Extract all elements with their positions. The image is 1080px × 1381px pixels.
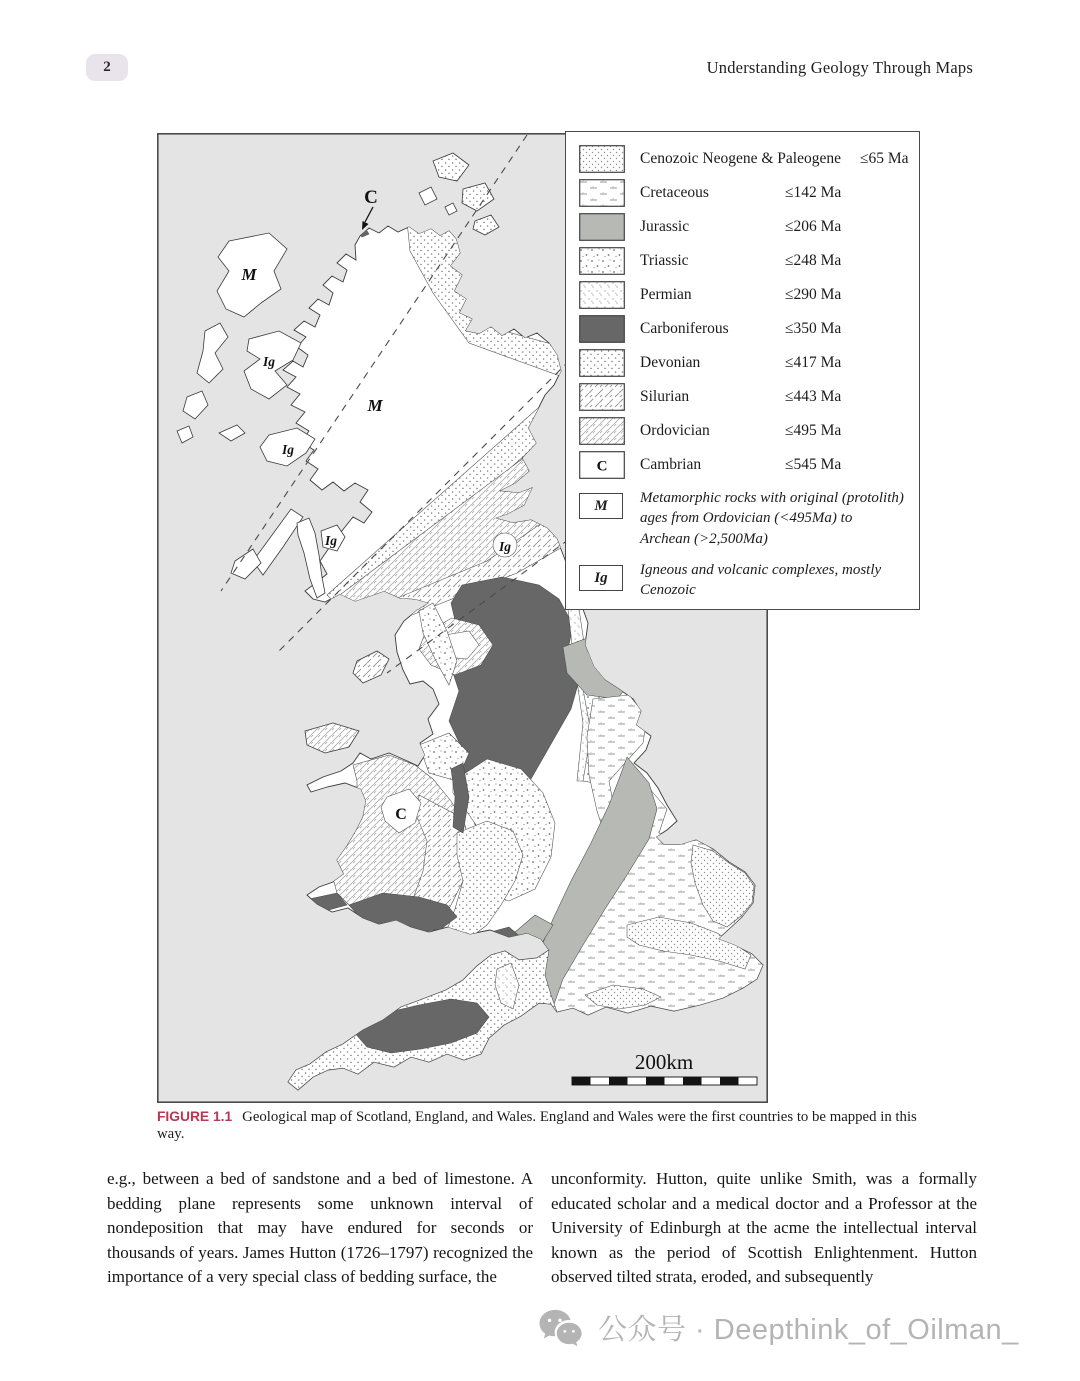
- legend-age: ≤443 Ma: [785, 388, 842, 405]
- watermark-text: 公众号 · Deepthink_of_Oilman_: [598, 1313, 1019, 1346]
- igneous-label-midland: Ig: [498, 539, 512, 554]
- wechat-icon: [537, 1306, 585, 1348]
- legend-age: ≤206 Ma: [785, 218, 842, 235]
- legend-item-cenozoic: [566, 142, 919, 176]
- legend-item-ordovician: [566, 414, 919, 448]
- legend-label: Carboniferous: [640, 320, 729, 337]
- legend-swatch-cambrian: [579, 451, 625, 479]
- legend-label: Devonian: [640, 354, 701, 371]
- metamorphic-symbol-box: [579, 493, 623, 519]
- legend-item-igneous: [566, 560, 919, 608]
- legend-item-devonian: [566, 346, 919, 380]
- cambrian-label-wales: C: [395, 806, 407, 823]
- legend-items: [566, 132, 919, 482]
- legend-swatch-cenozoic: [579, 145, 625, 173]
- page-number-badge: [86, 54, 128, 81]
- legend-item-silurian: [566, 380, 919, 414]
- metamorphic-label-highlands: M: [367, 396, 383, 415]
- legend-swatch-silurian: [579, 383, 625, 411]
- legend-label: Silurian: [640, 388, 690, 405]
- legend-item-triassic: [566, 244, 919, 278]
- legend-age: ≤417 Ma: [785, 354, 842, 371]
- running-head-title: Understanding Geology Through Maps: [706, 58, 973, 77]
- legend-label: Jurassic: [640, 218, 690, 235]
- legend-item-permian: [566, 278, 919, 312]
- figure-caption: [157, 1109, 939, 1143]
- legend-age: ≤248 Ma: [785, 252, 842, 269]
- scale-label: 200km: [634, 1050, 694, 1074]
- legend-label: Triassic: [640, 252, 689, 269]
- legend-swatch-carboniferous: [579, 315, 625, 343]
- legend-age: ≤290 Ma: [785, 286, 842, 303]
- legend-age: ≤142 Ma: [785, 184, 842, 201]
- igneous-label-arran: Ig: [324, 533, 338, 548]
- igneous-symbol-box: [579, 565, 623, 591]
- legend-item-metamorphic: [566, 488, 919, 556]
- legend-swatch-permian: [579, 281, 625, 309]
- figure-caption-label: FIGURE 1.1: [157, 1109, 233, 1124]
- legend-label: Cambrian: [640, 456, 702, 473]
- page-number: 2: [103, 59, 111, 75]
- legend-item-carboniferous: [566, 312, 919, 346]
- legend-swatch-jurassic: [579, 213, 625, 241]
- body-text-left-column: e.g., between a bed of sandstone and a bed of limestone. A bedding plane represents some unknown interval of nondeposition that may have endured for seconds or thousands of years. James Hutton (1726–1797) recognized the importance of a very special class of bedding surface, the: [107, 1169, 533, 1287]
- legend-swatch-devonian: [579, 349, 625, 377]
- legend-label: Ordovician: [640, 422, 710, 439]
- legend-item-jurassic: [566, 210, 919, 244]
- legend-item-cretaceous: [566, 176, 919, 210]
- legend-swatch-triassic: [579, 247, 625, 275]
- legend-age: ≤495 Ma: [785, 422, 842, 439]
- legend-label: Cretaceous: [640, 184, 709, 201]
- metamorphic-label-hebrides: M: [241, 265, 257, 284]
- legend-age: ≤65 Ma: [860, 150, 909, 167]
- legend-swatch-ordovician: [579, 417, 625, 445]
- legend-label: Permian: [640, 286, 692, 303]
- figure-caption-text: Geological map of Scotland, England, and Wales. England and Wales were the first countries to be mapped in this way.: [157, 1109, 917, 1142]
- legend-label: Cenozoic Neogene & Paleogene: [640, 150, 841, 167]
- legend-age: ≤350 Ma: [785, 320, 842, 337]
- legend-item-cambrian: [566, 448, 919, 482]
- cambrian-label-north: C: [364, 187, 378, 208]
- igneous-description: Igneous and volcanic complexes, mostly Cenozoic: [640, 562, 882, 599]
- legend-age: ≤545 Ma: [785, 456, 842, 473]
- body-text-right-column: unconformity. Hutton, quite unlike Smith, was a formally educated scholar and a medical doctor and a Professor at the University of Edinburgh at the acme the intellectual interval known as the period of Scottish Enlightenment. Hutton observed tilted strata, eroded, and subsequently: [551, 1169, 977, 1287]
- watermark: [537, 1306, 1019, 1348]
- igneous-label-mull: Ig: [281, 442, 295, 457]
- igneous-symbol: Ig: [594, 569, 608, 586]
- metamorphic-symbol: M: [594, 497, 608, 514]
- legend-swatch-symbol: C: [596, 458, 608, 475]
- map-legend: [565, 131, 920, 610]
- igneous-label-skye: Ig: [262, 354, 276, 369]
- metamorphic-description: Metamorphic rocks with original (protolith) ages from Ordovician (<495Ma) to Archean (>2,500Ma): [640, 490, 904, 547]
- legend-swatch-cretaceous: [579, 179, 625, 207]
